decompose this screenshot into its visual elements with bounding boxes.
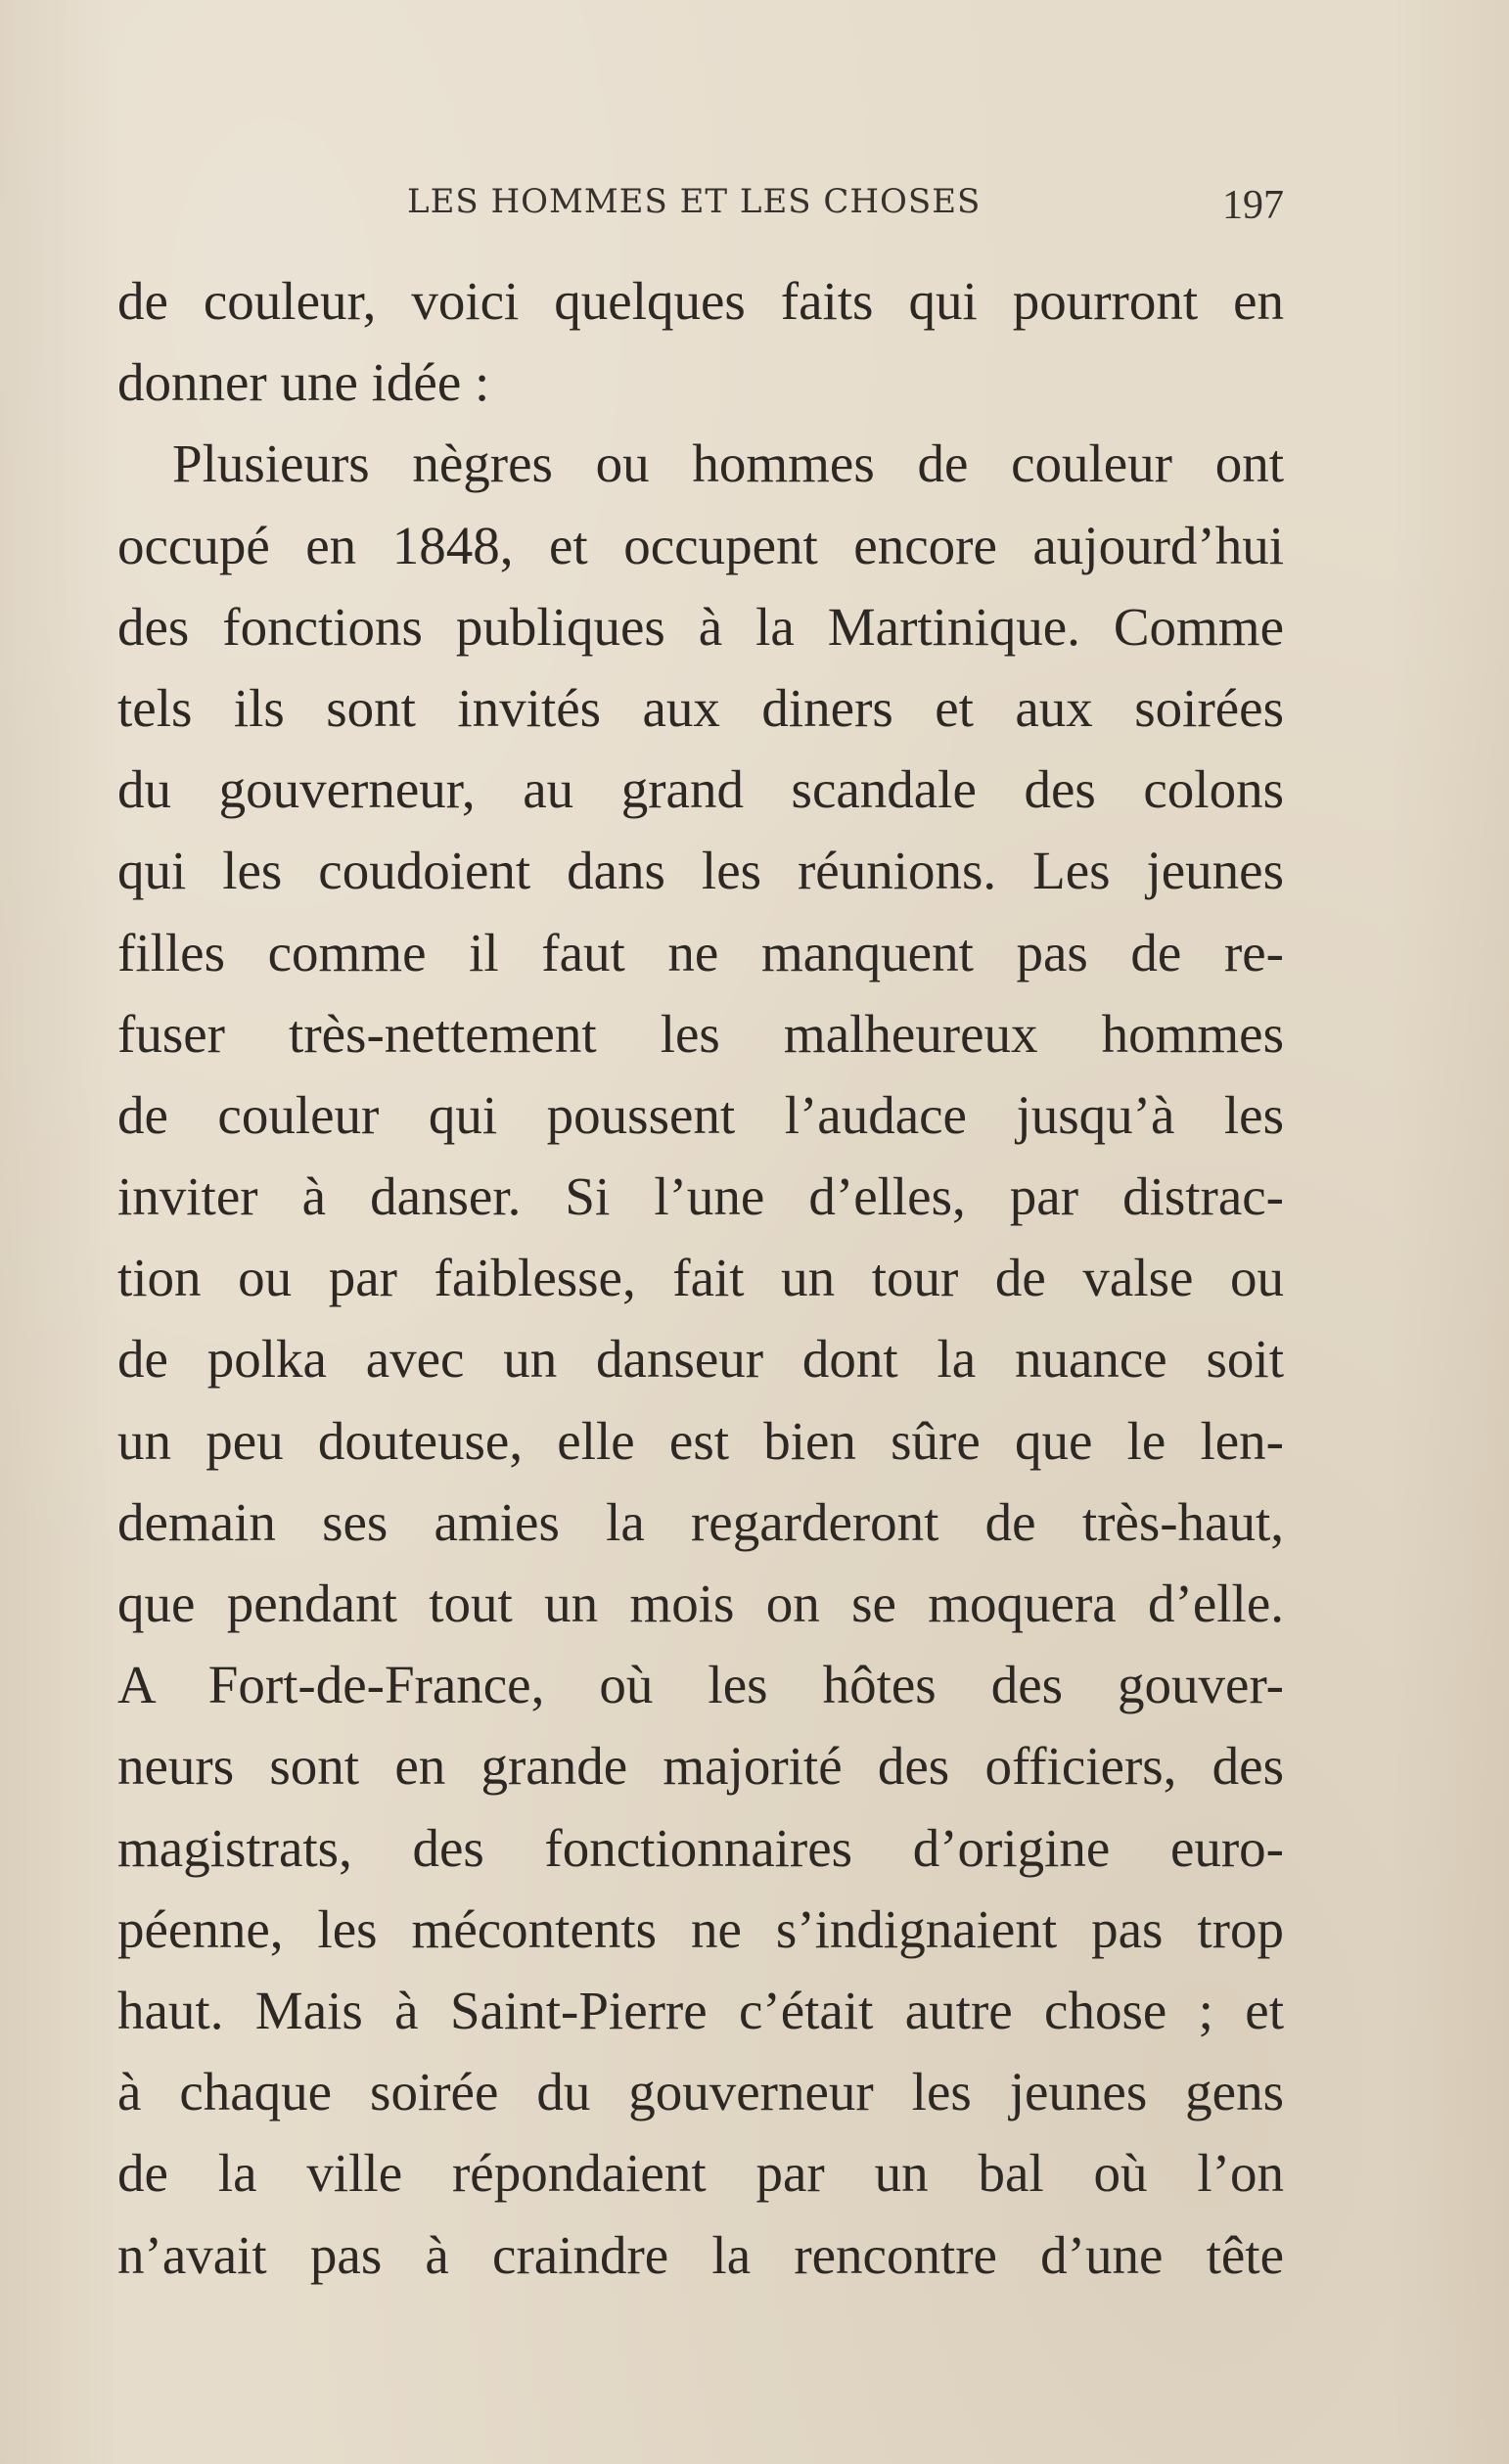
text-line: Plusieurs nègres ou hommes de couleur ont (172, 433, 1284, 494)
text-line: péenne, les mécontents ne s’indignaient pas trop (117, 1898, 1284, 1959)
text-line: des fonctions publiques à la Martinique. Comme (117, 596, 1284, 657)
text-line: du gouverneur, au grand scandale des colons (117, 759, 1284, 820)
running-title: LES HOMMES ET LES CHOSES (407, 182, 982, 221)
text-line: demain ses amies la regarderont de très-haut, (117, 1491, 1284, 1552)
text-line: occupé en 1848, et occupent encore aujourd’hui (117, 515, 1284, 575)
text-line: de couleur, voici quelques faits qui pourront en (117, 271, 1284, 331)
text-line: que pendant tout un mois on se moquera d’elle. (117, 1574, 1284, 1633)
text-line: à chaque soirée du gouverneur les jeunes gens (117, 2062, 1284, 2122)
text-line: magistrats, des fonctionnaires d’origine euro- (117, 1817, 1284, 1878)
text-line: un peu douteuse, elle est bien sûre que le len- (117, 1410, 1284, 1471)
running-head (117, 182, 1284, 231)
text-line: de couleur qui poussent l’audace jusqu’à les (117, 1084, 1284, 1145)
page-number: 197 (1222, 183, 1284, 228)
text-line: tels ils sont invités aux diners et aux soirées (117, 677, 1284, 738)
text-line: haut. Mais à Saint-Pierre c’était autre chose ; et (117, 1980, 1284, 2040)
text-line: n’avait pas à craindre la rencontre d’une tête (117, 2224, 1284, 2285)
text-line: donner une idée : (117, 352, 490, 413)
body-text (117, 260, 1284, 2296)
text-line: A Fort-de-France, où les hôtes des gouver- (117, 1655, 1284, 1715)
text-line: de la ville répondaient par un bal où l’on (117, 2143, 1284, 2204)
text-line: qui les coudoient dans les réunions. Les jeunes (117, 841, 1284, 901)
text-line: neurs sont en grande majorité des officiers, des (117, 1736, 1284, 1797)
text-line: tion ou par faiblesse, fait un tour de valse ou (117, 1248, 1284, 1308)
text-line: fuser très-nettement les malheureux hommes (117, 1003, 1284, 1064)
text-line: inviter à danser. Si l’une d’elles, par distrac- (117, 1166, 1284, 1227)
text-line: filles comme il faut ne manquent pas de re- (117, 922, 1284, 982)
text-line: de polka avec un danseur dont la nuance soit (117, 1329, 1284, 1390)
